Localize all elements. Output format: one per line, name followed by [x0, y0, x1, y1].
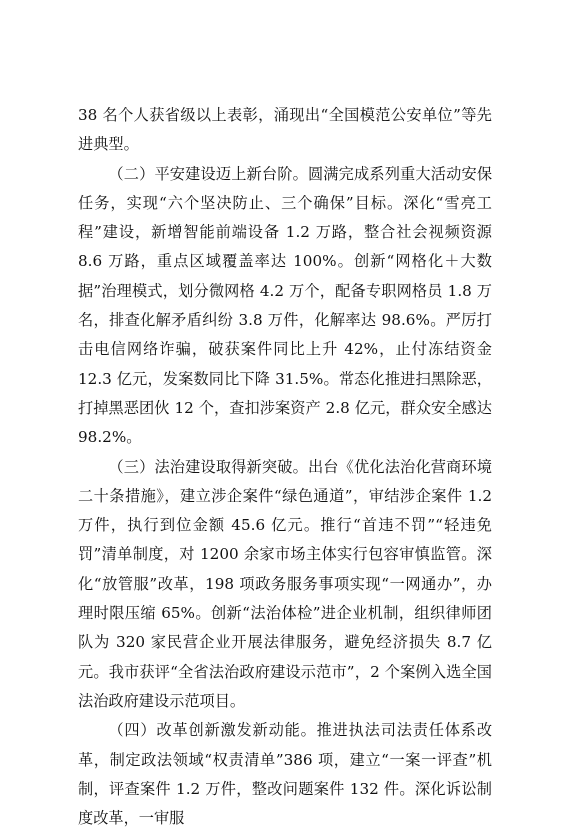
paragraph-public-security: （二）平安建设迈上新台阶。圆满完成系列重大活动安保任务，实现“六个坚决防止、三个确保”目标。深化“雪亮工程”建设，新增智能前端设备 1.2 万路，整合社会视频资源 8.6 万路，重点区域覆盖率达 100%。创新“网格化＋大数据”治理模式，划分微网格 4.2 万个，配备专职网格员 1.8 万名，排查化解矛盾纠纷 3.8 万件，化解率达 98.6%。严厉打击电信网络诈骗，破获案件同比上升 42%，止付冻结资金 12.3 亿元，发案数同比下降 31.5%。常态化推进扫黑除恶，打掉黑恶团伙 12 个，查扣涉案资产 2.8 亿元，群众安全感达 98.2%。: [78, 164, 492, 447]
paragraph-rule-of-law: （三）法治建设取得新突破。出台《优化法治化营商环境二十条措施》，建立涉企案件“绿色通道”，审结涉企案件 1.2 万件，执行到位金额 45.6 亿元。推行“首违不罚”“轻违免罚”清单制度，对 1200 余家市场主体实行包容审慎监管。深化“放管服”改革，198 项政务服务事项实现“一网通办”，办理时限压缩 65%。创新“法治体检”进企业机制，组织律师团队为 320 家民营企业开展法律服务，避免经济损失 8.7 亿元。我市获评“全省法治政府建设示范市”，2 个案例入选全国法治政府建设示范项目。: [78, 457, 492, 710]
paragraph-reform-innovation: （四）改革创新激发新动能。推进执法司法责任体系改革，制定政法领域“权责清单”386 项，建立“一案一评查”机制，评查案件 1.2 万件，整改问题案件 132 件。深化诉讼制度改革，一审服: [78, 721, 492, 828]
document-page: [78, 101, 492, 833]
paragraph-continuation: 38 名个人获省级以上表彰，涌现出“全国模范公安单位”等先进典型。: [78, 106, 492, 154]
